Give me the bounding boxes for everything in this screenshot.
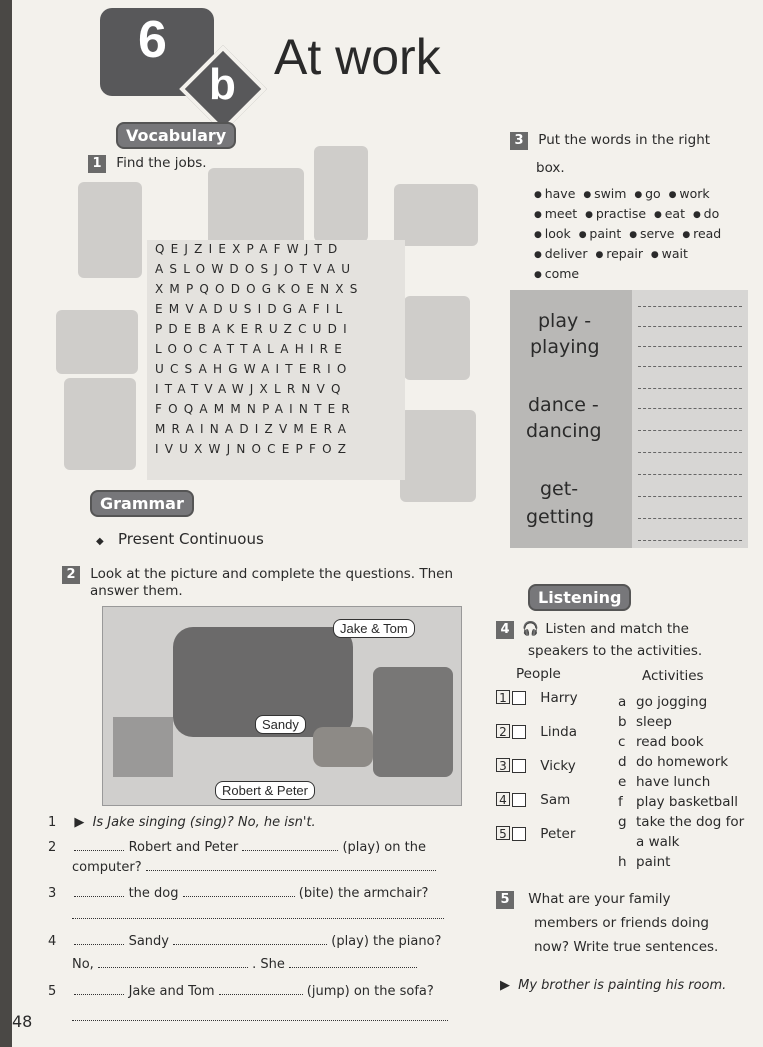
activity-item: [618, 752, 744, 772]
word-row: [534, 206, 763, 226]
activity-letter: c: [618, 734, 626, 750]
person-name: Peter: [540, 826, 576, 842]
person-row: [496, 826, 575, 842]
activity-item: [618, 832, 744, 852]
word: ● deliver: [534, 246, 588, 261]
person-name: Harry: [540, 690, 578, 706]
page-number: 48: [12, 1012, 33, 1031]
ex5-line3: now? Write true sentences.: [534, 939, 719, 955]
group-ing: getting: [526, 506, 595, 528]
word: ● meet: [534, 206, 577, 221]
ex2-instruction-line2: answer them.: [90, 583, 183, 599]
activity-text: do homework: [636, 754, 729, 770]
col-people: People: [516, 666, 561, 682]
answer-line[interactable]: [638, 306, 742, 307]
doctor-illustration: [314, 146, 368, 242]
question-1: 1 ▶ Is Jake singing (sing)? No, he isn't.: [48, 815, 316, 830]
grid-row: ITATVAWJXLRNVQ: [155, 382, 347, 396]
question-text: (jump) on the sofa?: [306, 984, 434, 999]
plumber-illustration: [404, 296, 470, 380]
person-row: [496, 792, 570, 808]
grid-row: EMVADUSIDGAFIL: [155, 302, 349, 316]
activity-text: have lunch: [636, 774, 711, 790]
living-room-scene: [102, 606, 462, 806]
word: ● have: [534, 186, 575, 201]
grid-row: XMPQODOGKOENXS: [155, 282, 364, 296]
question-text: (bite) the armchair?: [298, 886, 429, 901]
answer-blank[interactable]: [219, 994, 303, 995]
answer-line[interactable]: [638, 474, 742, 475]
grid-row: QEJZIEXPAFWJTD: [155, 242, 344, 256]
word: ● wait: [651, 246, 688, 261]
unit-number: 6: [138, 11, 167, 69]
answer-line[interactable]: [638, 496, 742, 497]
group-base: play -: [538, 310, 592, 332]
person-row: [496, 724, 577, 740]
ex5-heading: [496, 891, 671, 909]
activity-letter: g: [618, 814, 627, 830]
activity-text: a walk: [636, 834, 680, 850]
answer-line[interactable]: [638, 326, 742, 327]
word-search-grid: [147, 240, 405, 480]
label-robert-peter: Robert & Peter: [215, 781, 315, 800]
answer-line[interactable]: [638, 388, 742, 389]
question-text: the dog: [128, 886, 179, 901]
question-example: Is Jake singing (sing)? No, he isn't.: [92, 815, 316, 830]
ex3-instruction-line1: Put the words in the right: [538, 132, 711, 148]
answer-blank[interactable]: [74, 994, 124, 995]
answer-line[interactable]: [72, 918, 444, 919]
answer-blank[interactable]: [74, 944, 124, 945]
activity-letter: h: [618, 854, 627, 870]
activity-text: play basketball: [636, 794, 739, 810]
person-name: Linda: [540, 724, 577, 740]
question-5: [48, 984, 434, 999]
painter-illustration: [208, 168, 304, 246]
ex5-number: 5: [496, 891, 514, 909]
question-number: 4: [48, 934, 57, 949]
question-text: computer?: [72, 860, 142, 875]
answer-line[interactable]: [638, 346, 742, 347]
question-5-answer: [72, 1010, 448, 1025]
ex5-example: ▶ My brother is painting his room.: [500, 978, 727, 993]
group-base: dance -: [528, 394, 599, 416]
word: ● read: [682, 226, 721, 241]
question-4: [48, 934, 441, 949]
grid-row: MRAINADIZVMERA: [155, 422, 353, 436]
answer-blank[interactable]: [98, 967, 248, 968]
answer-line[interactable]: [638, 430, 742, 431]
question-2: [48, 840, 426, 855]
activity-text: take the dog for: [636, 814, 745, 830]
answer-line[interactable]: [638, 452, 742, 453]
word-row: [534, 226, 763, 246]
activity-text: sleep: [636, 714, 672, 730]
workbook-page: [12, 0, 763, 1047]
vocabulary-banner: Vocabulary: [116, 122, 236, 149]
word-row: [534, 186, 763, 206]
question-4-answer: [72, 957, 417, 972]
person-number: 1: [496, 690, 510, 704]
label-jake-tom: Jake & Tom: [333, 619, 415, 638]
answer-line[interactable]: [72, 1020, 448, 1021]
armchair-illustration: [373, 667, 453, 777]
ex1-instruction: Find the jobs.: [116, 155, 207, 171]
question-text: (play) on the: [342, 840, 426, 855]
answer-box[interactable]: [512, 827, 526, 841]
person-row: [496, 758, 576, 774]
person-number: 2: [496, 724, 510, 738]
answer-line[interactable]: [638, 540, 742, 541]
answer-line[interactable]: [638, 366, 742, 367]
answer-line[interactable]: [638, 408, 742, 409]
ex4-heading: [496, 621, 689, 639]
activity-text: go jogging: [636, 694, 708, 710]
answer-prefix: . She: [252, 957, 285, 972]
activity-item: [618, 792, 744, 812]
word: ● work: [669, 186, 710, 201]
question-3-answer: [72, 908, 444, 923]
answer-blank[interactable]: [74, 850, 124, 851]
question-3: [48, 886, 428, 901]
ex4-number: 4: [496, 621, 514, 639]
grammar-banner: Grammar: [90, 490, 194, 517]
audio-icon[interactable]: 🎧: [522, 621, 540, 637]
person-number: 5: [496, 826, 510, 840]
question-2-cont: [72, 860, 436, 875]
question-number: 2: [48, 840, 57, 855]
person-name: Vicky: [540, 758, 576, 774]
mechanic-illustration: [394, 184, 478, 246]
activity-item: [618, 852, 744, 872]
answer-box[interactable]: [512, 793, 526, 807]
answer-blank[interactable]: [289, 967, 417, 968]
answer-blank[interactable]: [74, 896, 124, 897]
activity-text: paint: [636, 854, 671, 870]
activity-letter: e: [618, 774, 627, 790]
question-text: Robert and Peter: [128, 840, 239, 855]
col-activities: Activities: [642, 668, 704, 684]
ex3-number: 3: [510, 132, 528, 150]
group-ing: playing: [530, 336, 600, 358]
group-ing: dancing: [526, 420, 602, 442]
answer-line[interactable]: [146, 870, 436, 871]
listening-banner: Listening: [528, 584, 631, 611]
grid-row: PDEBAKERUZCUDI: [155, 322, 353, 336]
person-number: 3: [496, 758, 510, 772]
word: ● practise: [585, 206, 646, 221]
ex1-number: 1: [88, 155, 106, 173]
grid-row: IVUXWJNOCEPFOZ: [155, 442, 353, 456]
question-text: Jake and Tom: [128, 984, 215, 999]
ex5-line2: members or friends doing: [534, 915, 709, 931]
answer-blank[interactable]: [173, 944, 327, 945]
grid-row: ASLOWDOSJOTVAU: [155, 262, 357, 276]
ex3-heading: [510, 132, 710, 150]
ex4-instruction-line2: speakers to the activities.: [528, 643, 703, 659]
answer-prefix: No,: [72, 957, 94, 972]
grammar-topic: ◆ Present Continuous: [96, 530, 264, 548]
activities-list: [618, 692, 744, 872]
person-name: Sam: [540, 792, 571, 808]
word: ● repair: [595, 246, 642, 261]
waiter-illustration: [78, 182, 142, 278]
word: ● go: [634, 186, 660, 201]
question-number: 3: [48, 886, 57, 901]
chef-illustration: [400, 410, 476, 502]
activity-letter: a: [618, 694, 627, 710]
label-sandy: Sandy: [255, 715, 306, 734]
activity-text: read book: [636, 734, 704, 750]
activity-item: [618, 772, 744, 792]
ex2-number: 2: [62, 566, 80, 584]
unit-letter: b: [209, 60, 236, 109]
question-text: (play) the piano?: [331, 934, 442, 949]
computer-illustration: [113, 717, 173, 777]
question-number: 1: [48, 815, 57, 830]
word: ● do: [693, 206, 719, 221]
word: ● paint: [579, 226, 622, 241]
ex3-word-list: [534, 186, 763, 286]
grammar-topic-text: Present Continuous: [118, 530, 264, 548]
ex5-line1: What are your family: [528, 891, 671, 907]
activity-letter: d: [618, 754, 627, 770]
activity-item: [618, 692, 744, 712]
word: ● swim: [583, 186, 626, 201]
activity-item: [618, 812, 744, 832]
ex3-instruction-line2: box.: [536, 160, 565, 176]
answer-blank[interactable]: [242, 850, 338, 851]
ex4-instruction-line1: Listen and match the: [545, 621, 689, 637]
taxi-illustration: [56, 310, 138, 374]
answer-box[interactable]: [512, 691, 526, 705]
answer-box[interactable]: [512, 759, 526, 773]
activity-letter: f: [618, 794, 623, 810]
person-number: 4: [496, 792, 510, 806]
word: ● serve: [629, 226, 674, 241]
dog-illustration: [313, 727, 373, 767]
answer-blank[interactable]: [183, 896, 295, 897]
person-row: [496, 690, 578, 706]
word-row: [534, 266, 763, 286]
question-number: 5: [48, 984, 57, 999]
word: ● come: [534, 266, 579, 281]
ex5-example-text: My brother is painting his room.: [518, 978, 727, 993]
answer-box[interactable]: [512, 725, 526, 739]
word: ● eat: [654, 206, 685, 221]
ex3-sorting-box: [510, 290, 748, 548]
question-text: Sandy: [128, 934, 169, 949]
word-row: [534, 246, 763, 266]
grid-row: LOOCATTALAHIRE: [155, 342, 348, 356]
grid-row: UCSAHGWAITERIO: [155, 362, 353, 376]
page-title: At work: [274, 29, 441, 85]
activity-item: [618, 712, 744, 732]
teacher-illustration: [64, 378, 136, 470]
answer-line[interactable]: [638, 518, 742, 519]
activity-letter: b: [618, 714, 627, 730]
ex1-heading: [88, 155, 207, 173]
grid-row: FOQAMMNPAINTER: [155, 402, 356, 416]
ex2-instruction-line1: Look at the picture and complete the questions. Then: [90, 566, 454, 582]
word: ● look: [534, 226, 571, 241]
ex2-heading: [62, 566, 453, 584]
activity-item: [618, 732, 744, 752]
group-base: get-: [540, 478, 579, 500]
